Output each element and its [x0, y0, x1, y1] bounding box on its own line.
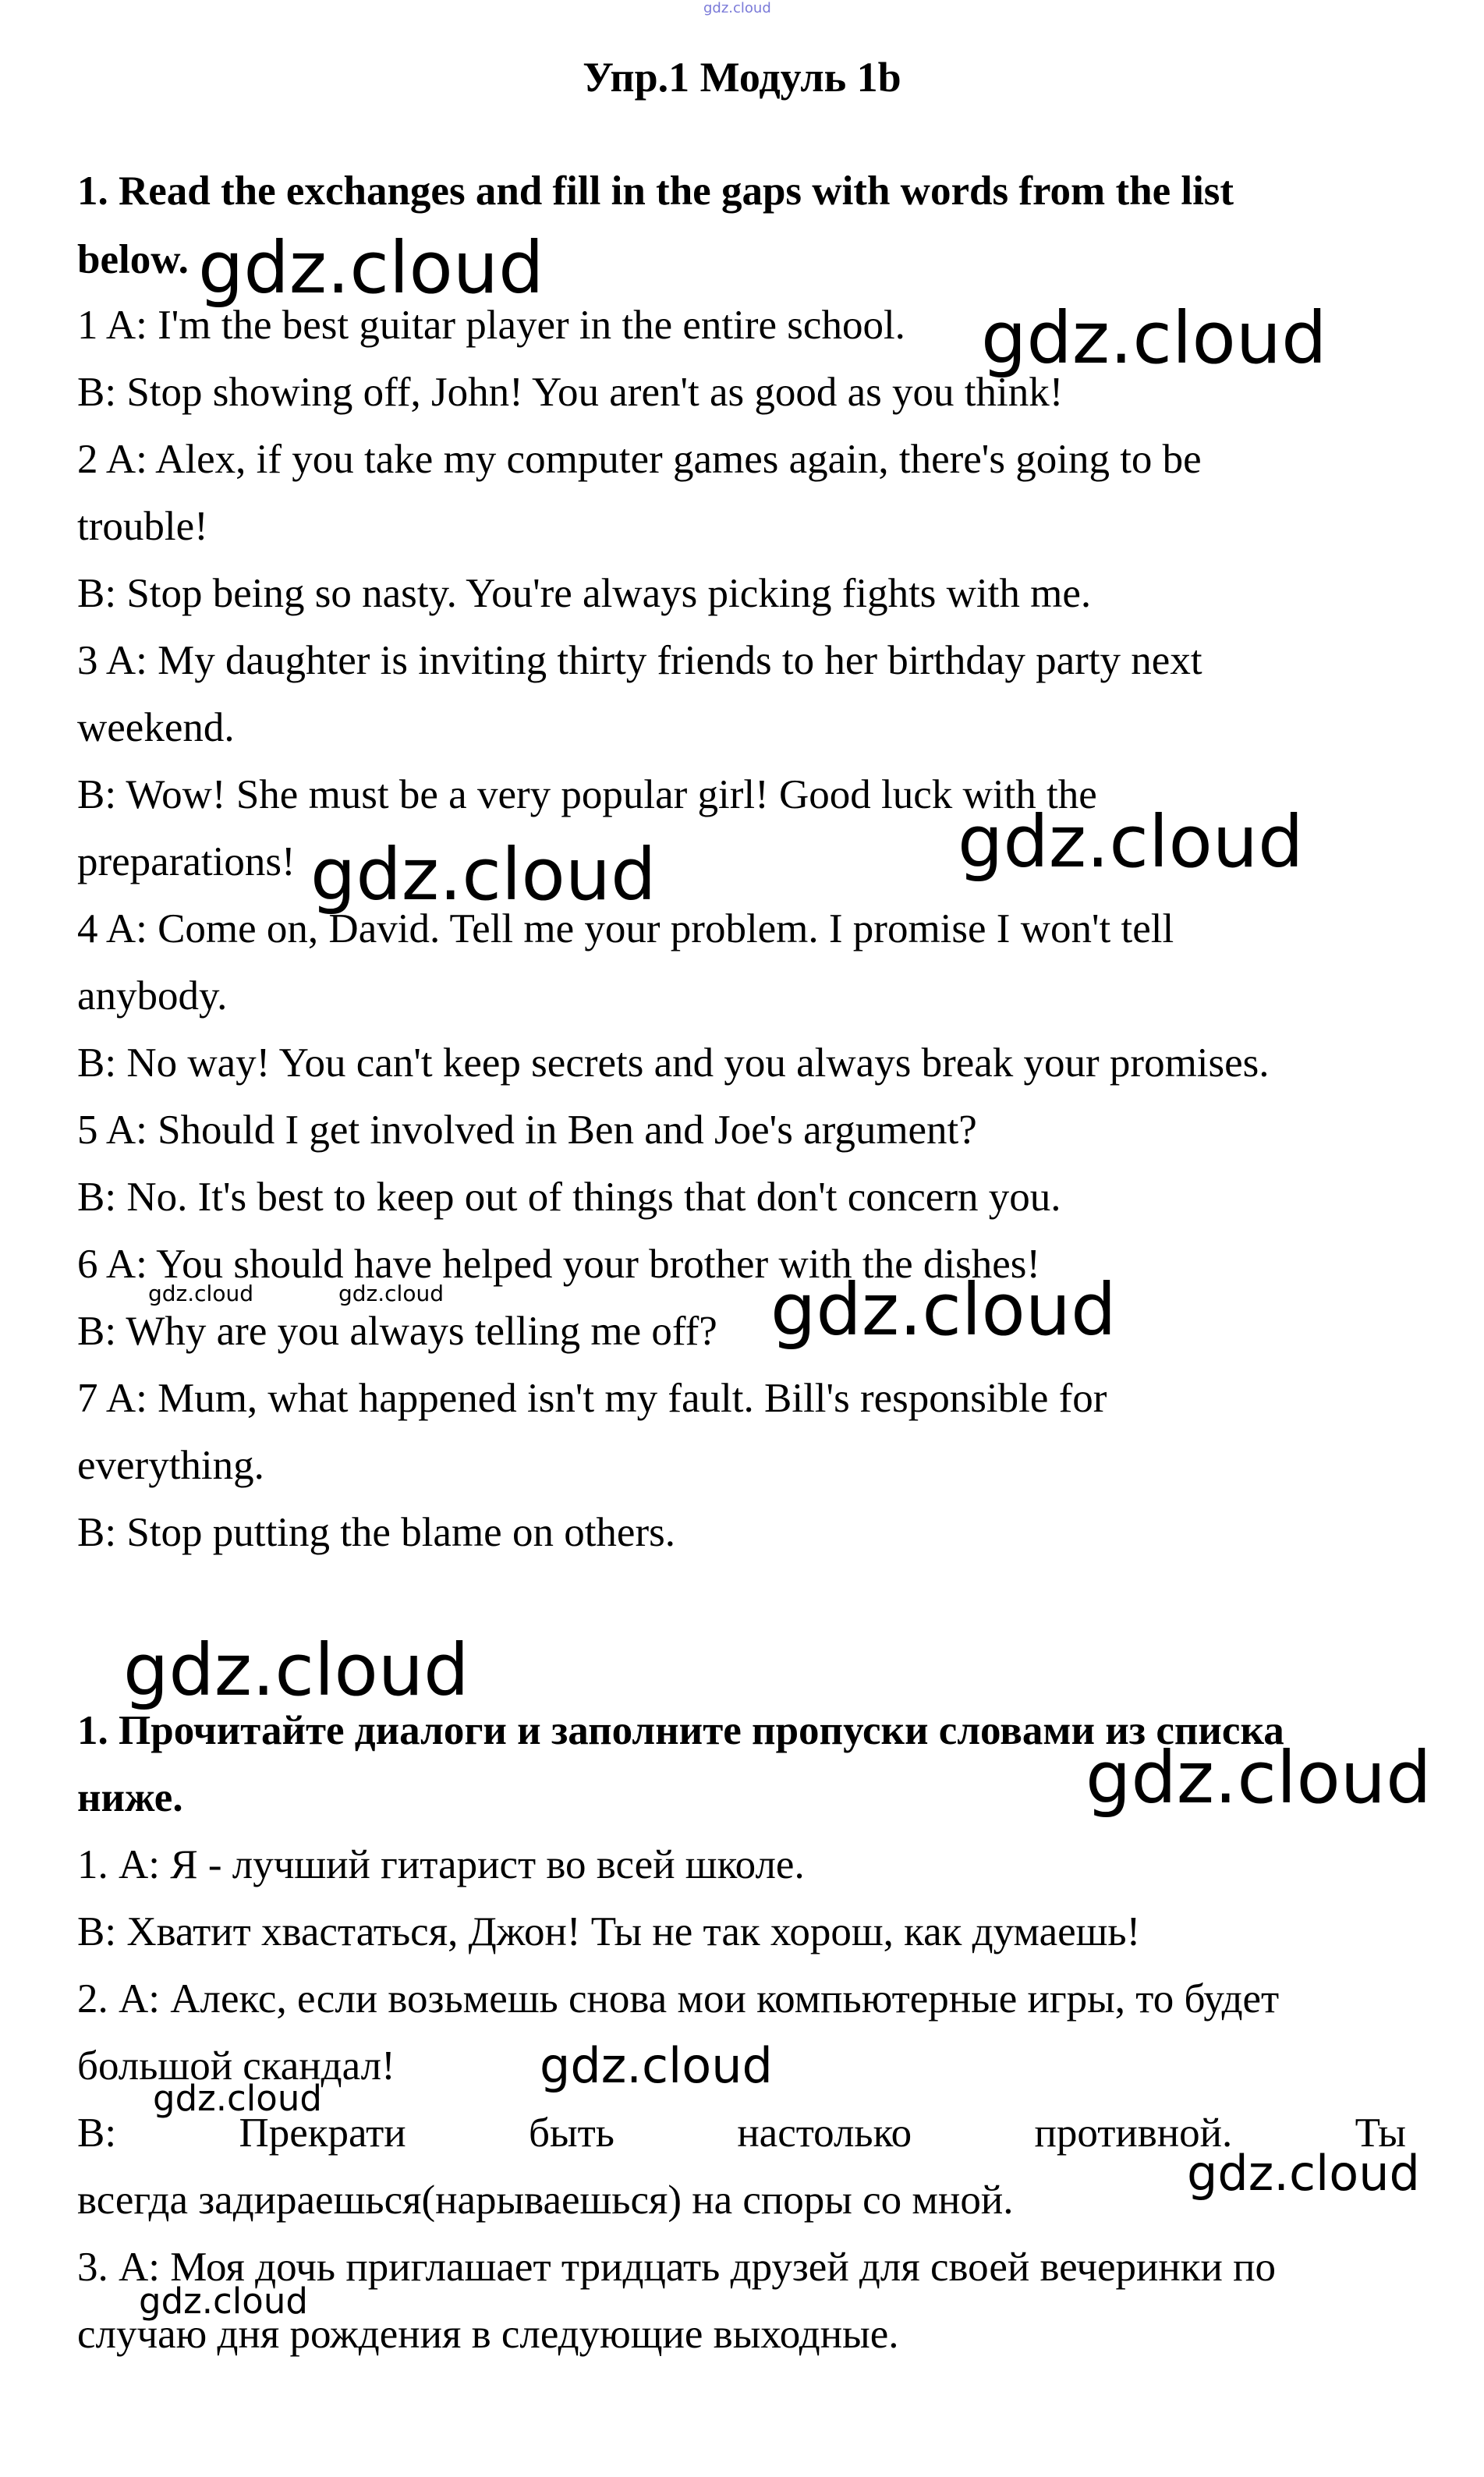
russian-heading-line-2: ниже. — [77, 1775, 183, 1820]
watermark: gdz.cloud — [338, 1281, 444, 1306]
russian-line: всегда задираешься(нарываешься) на споры со мной. — [77, 2178, 1014, 2223]
watermark: gdz.cloud — [153, 2078, 322, 2119]
english-line: 4 A: Come on, David. Tell me your problem. I promise I won't tell — [77, 906, 1174, 951]
english-line: weekend. — [77, 705, 235, 750]
watermark: gdz.cloud — [198, 226, 544, 310]
russian-line: 2. А: Алекс, если возьмешь снова мои компьютерные игры, то будет — [77, 1976, 1280, 2022]
russian-word: В: — [77, 2110, 117, 2156]
english-heading-line-1: 1. Read the exchanges and fill in the gaps with words from the list — [77, 168, 1234, 214]
english-line: 7 A: Mum, what happened isn't my fault. Bill's responsible for — [77, 1376, 1107, 1421]
russian-line: случаю дня рождения в следующие выходные. — [77, 2312, 899, 2357]
watermark: gdz.cloud — [139, 2280, 308, 2322]
watermark: gdz.cloud — [540, 2037, 773, 2094]
russian-word: Ты — [1355, 2110, 1406, 2156]
english-line: B: No. It's best to keep out of things that don't concern you. — [77, 1175, 1061, 1220]
english-heading-line-2: below. — [77, 237, 189, 282]
english-line: trouble! — [77, 504, 208, 549]
english-line: B: Stop being so nasty. You're always picking fights with me. — [77, 571, 1092, 616]
english-line: B: Stop showing off, John! You aren't as good as you think! — [77, 370, 1064, 415]
russian-word: противной. — [1034, 2110, 1233, 2156]
english-line: 6 A: You should have helped your brother with the dishes! — [77, 1242, 1041, 1287]
russian-word: настолько — [737, 2110, 912, 2156]
russian-word: быть — [529, 2110, 614, 2156]
russian-line: 3. А: Моя дочь приглашает тридцать друзей для своей вечеринки по — [77, 2245, 1276, 2290]
russian-heading-line-1: 1. Прочитайте диалоги и заполните пропуски словами из списка — [77, 1708, 1284, 1753]
watermark: gdz.cloud — [958, 800, 1304, 884]
watermark: gdz.cloud — [123, 1628, 469, 1712]
watermark: gdz.cloud — [981, 296, 1327, 380]
english-line: 5 A: Should I get involved in Ben and Joe's argument? — [77, 1107, 977, 1153]
watermark: gdz.cloud — [1086, 1736, 1432, 1820]
page-title: Упр.1 Модуль 1b — [583, 54, 901, 101]
watermark: gdz.cloud — [770, 1268, 1117, 1352]
russian-line: В: Хватит хвастаться, Джон! Ты не так хорош, как думаешь! — [77, 1909, 1141, 1954]
watermark: gdz.cloud — [1187, 2145, 1420, 2202]
english-line: B: Wow! She must be a very popular girl! Good luck with the — [77, 772, 1097, 817]
top-watermark: gdz.cloud — [703, 0, 771, 16]
russian-word: Прекрати — [239, 2110, 406, 2156]
english-line: 1 A: I'm the best guitar player in the entire school. — [77, 303, 905, 348]
russian-line: 1. А: Я - лучший гитарист во всей школе. — [77, 1842, 805, 1887]
english-line: B: Why are you always telling me off? — [77, 1309, 717, 1354]
english-line: B: No way! You can't keep secrets and you always break your promises. — [77, 1040, 1270, 1086]
watermark: gdz.cloud — [148, 1281, 253, 1306]
watermark: gdz.cloud — [310, 833, 657, 916]
english-line: anybody. — [77, 973, 228, 1019]
english-line: 3 A: My daughter is inviting thirty friends to her birthday party next — [77, 638, 1202, 683]
russian-line: большой скандал! — [77, 2043, 395, 2089]
english-line: B: Stop putting the blame on others. — [77, 1510, 675, 1555]
english-line: 2 A: Alex, if you take my computer games again, there's going to be — [77, 437, 1202, 482]
english-line: preparations! — [77, 839, 296, 884]
english-line: everything. — [77, 1443, 264, 1488]
